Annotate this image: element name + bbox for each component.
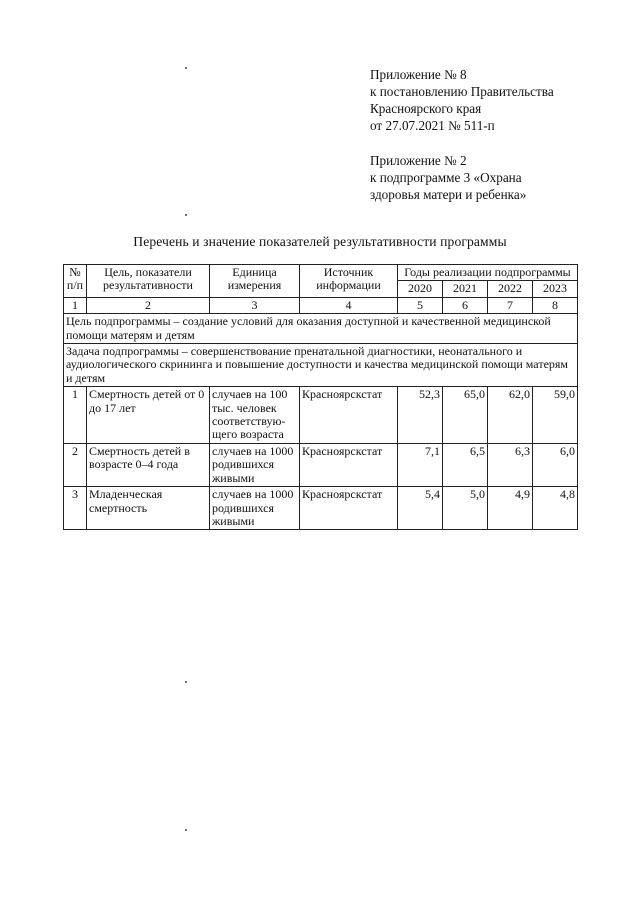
- header-num: № п/п: [64, 265, 87, 298]
- row-source: Красноярскстат: [300, 387, 398, 444]
- row-source: Красноярскстат: [300, 487, 398, 530]
- goal-row: [64, 314, 578, 344]
- column-number: 2: [87, 297, 210, 313]
- header-line: Приложение № 2: [370, 153, 467, 168]
- column-number: 4: [300, 297, 398, 313]
- row-num: 2: [64, 443, 87, 486]
- table-header-row: [64, 265, 578, 281]
- header-year: 2020: [398, 281, 443, 297]
- column-number: 1: [64, 297, 87, 313]
- row-value-2021: 65,0: [443, 387, 488, 444]
- row-source: Красноярскстат: [300, 443, 398, 486]
- appendix-8-header: [370, 66, 554, 134]
- header-year: 2023: [533, 281, 578, 297]
- row-value-2023: 6,0: [533, 443, 578, 486]
- row-value-2022: 6,3: [488, 443, 533, 486]
- row-num: 3: [64, 487, 87, 530]
- row-value-2022: 4,9: [488, 487, 533, 530]
- row-value-2020: 7,1: [398, 443, 443, 486]
- row-indicator: Смертность детей от 0 до 17 лет: [87, 387, 210, 444]
- table-row: [64, 443, 578, 486]
- scan-speck: [185, 681, 187, 683]
- column-number: 5: [398, 297, 443, 313]
- column-number: 7: [488, 297, 533, 313]
- table-row: [64, 387, 578, 444]
- table-row: [64, 487, 578, 530]
- appendix-2-header: [370, 152, 526, 203]
- goal-text: Цель подпрограммы – создание условий для оказания доступной и качественной медицинской помощи матерям и детям: [64, 314, 578, 344]
- column-number: 3: [210, 297, 300, 313]
- header-years-group: Годы реализации подпрограммы: [398, 265, 578, 281]
- header-year: 2021: [443, 281, 488, 297]
- header-line: от 27.07.2021 № 511-п: [370, 118, 495, 133]
- row-value-2020: 5,4: [398, 487, 443, 530]
- scan-speck: [185, 829, 187, 831]
- column-number: 6: [443, 297, 488, 313]
- header-year: 2022: [488, 281, 533, 297]
- row-unit: случаев на 1000 родившихся живыми: [210, 443, 300, 486]
- header-line: к подпрограмме 3 «Охрана: [370, 170, 522, 185]
- scan-speck: [185, 67, 187, 69]
- column-numbers-row: [64, 297, 578, 313]
- header-line: Красноярского края: [370, 101, 482, 116]
- row-unit: случаев на 100 тыс. человек соответствую-щего возраста: [210, 387, 300, 444]
- column-number: 8: [533, 297, 578, 313]
- row-indicator: Смертность детей в возрасте 0–4 года: [87, 443, 210, 486]
- row-value-2022: 62,0: [488, 387, 533, 444]
- header-unit: Единица измерения: [210, 265, 300, 298]
- row-value-2023: 59,0: [533, 387, 578, 444]
- document-title: Перечень и значение показателей результативности программы: [133, 234, 507, 249]
- row-value-2021: 6,5: [443, 443, 488, 486]
- task-row: [64, 344, 578, 387]
- header-line: здоровья матери и ребенка»: [370, 187, 527, 202]
- row-indicator: Младенческая смертность: [87, 487, 210, 530]
- row-value-2021: 5,0: [443, 487, 488, 530]
- indicators-table: [63, 264, 578, 530]
- row-unit: случаев на 1000 родившихся живыми: [210, 487, 300, 530]
- row-value-2023: 4,8: [533, 487, 578, 530]
- header-line: к постановлению Правительства: [370, 84, 554, 99]
- header-line: Приложение № 8: [370, 67, 467, 82]
- row-value-2020: 52,3: [398, 387, 443, 444]
- header-goal: Цель, показатели результативности: [87, 265, 210, 298]
- task-text: Задача подпрограммы – совершенствование пренатальной диагностики, неонатального и аудиологического скрининга и повышение доступности и качества медицинской помощи матерям и детям: [64, 344, 578, 387]
- scan-speck: [185, 214, 187, 216]
- row-num: 1: [64, 387, 87, 444]
- header-source: Источник информации: [300, 265, 398, 298]
